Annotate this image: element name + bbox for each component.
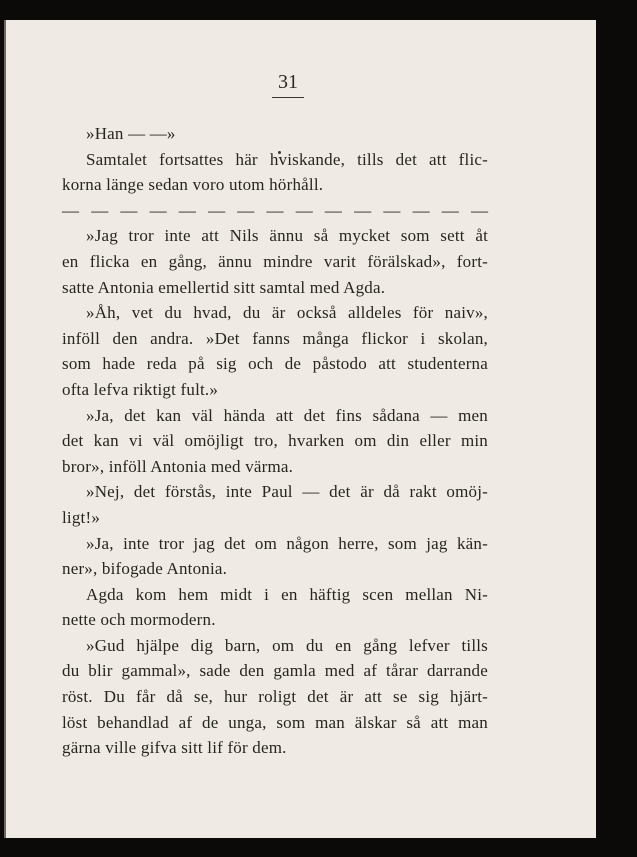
text-line: som hade reda på sig och de påstodo att studenterna: [62, 354, 488, 374]
text-line: korna länge sedan voro utom hörhåll.: [62, 175, 324, 195]
section-divider: — — — — — — — — — — — — — — —: [62, 200, 488, 220]
text-line: satte Antonia emellertid sitt samtal med Agda.: [62, 277, 386, 297]
text-line: »Nej, det förstås, inte Paul — det är då rakt omöj-: [86, 482, 488, 502]
text-line: »Ja, det kan väl hända att det fins sådana — men: [86, 405, 488, 425]
text-line: röst. Du får då se, hur roligt det är att se sig hjärt-: [62, 687, 488, 707]
text-line: du blir gammal», sade den gamla med af tårar darrande: [62, 661, 488, 681]
text-line: Agda kom hem midt i en häftig scen mellan Ni-: [86, 584, 488, 604]
text-line: det kan vi väl omöjligt tro, hvarken om din eller min: [62, 431, 488, 451]
text-line: Samtalet fortsattes här hviskande, tills det att flic-: [86, 149, 488, 169]
text-line: »Ja, inte tror jag det om någon herre, som jag kän-: [86, 533, 488, 553]
book-page: [4, 20, 596, 838]
text-line: ofta lefva riktigt fult.»: [62, 379, 219, 399]
text-line: löst behandlad af de unga, som man älskar så att man: [62, 712, 488, 732]
text-line: »Gud hjälpe dig barn, om du en gång lefver tills: [86, 635, 488, 655]
text-line: »Åh, vet du hvad, du är också alldeles för naiv»,: [86, 303, 488, 323]
text-line: en flicka en gång, ännu mindre varit förälskad», fort-: [62, 251, 488, 271]
body-text: [62, 121, 488, 761]
page-number: 31: [272, 71, 304, 98]
text-line: bror», inföll Antonia med värma.: [62, 456, 294, 476]
text-line: ner», bifogade Antonia.: [62, 559, 228, 579]
text-line: »Jag tror inte att Nils ännu så mycket som sett åt: [86, 226, 488, 246]
text-line: gärna ville gifva sitt lif för dem.: [62, 738, 287, 758]
text-line: nette och mormodern.: [62, 610, 216, 630]
text-line: inföll den andra. »Det fanns många flickor i skolan,: [62, 328, 488, 348]
text-line: »Han — —»: [86, 124, 176, 143]
text-line: ligt!»: [62, 507, 101, 527]
